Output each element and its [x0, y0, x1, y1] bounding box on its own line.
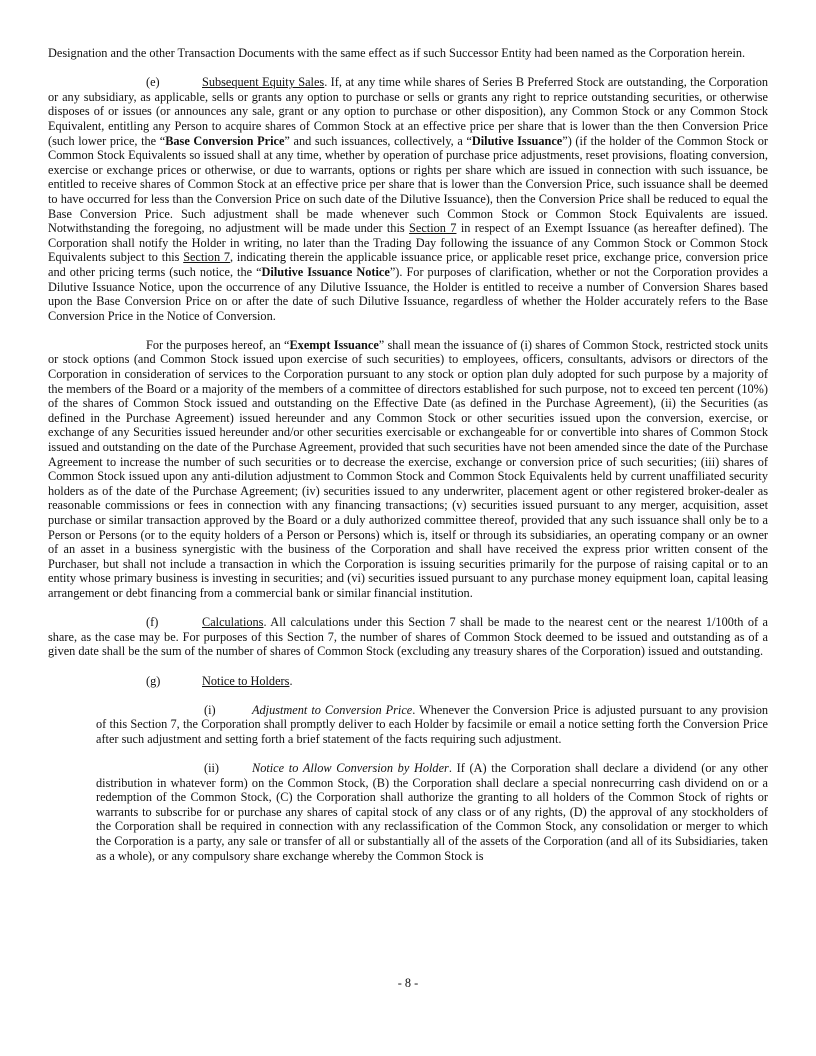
paragraph-exempt-issuance: For the purposes hereof, an “Exempt Issuance” shall mean the issuance of (i) shares of Common Stock, restricted stock units or stock options (and Common Stock issued upon exercise of such securities) to employees, officers, consultants, advisors or directors of the Corporation in consideration of services to the Corporation pursuant to any stock or option plan duly adopted for such purpose by a majority of the members of the Board or a majority of the members of a committee of directors established for such purpose, not to exceed ten percent (10%) of the shares of Common Stock issued and outstanding on the Effective Date (as defined in the Purchase Agreement), (ii) the Securities (as defined in the Purchase Agreement) issued hereunder and any Common Stock or other securities issued upon the conversion, exercise, or exchange of any Securities issued hereunder and/or other securities exercisable or exchangeable for or convertible into shares of Common Stock issued and outstanding on the date of the Purchase Agreement, provided that such securities have not been amended since the date of the Purchase Agreement to increase the number of such securities or to decrease the exercise, exchange or conversion price of such securities; (iii) shares of Common Stock issued upon any anti-dilution adjustment to Common Stock and Common Stock Equivalents held by current unaffiliated security holders as of the date of the Purchase Agreement; (iv) securities issued to any underwriter, placement agent or other registered broker-dealer as reasonable commissions or fees in connection with any financing transactions; (v) securities issued pursuant to any merger, acquisition, asset purchase or similar transaction approved by the Board or a duly authorized committee thereof, provided that any such issuance shall only be to a Person or Persons (or to the equity holders of a Person or Persons) which is, itself or through its subsidiaries, an operating company or an owner of an asset in a business synergistic with the business of the Corporation and shall have received the express prior written consent of the Purchaser, but shall not include a transaction in which the Corporation is issuing securities primarily for the purpose of raising capital or to an entity whose primary business is investing in securities; and (vi) securities issued pursuant to any purchase money equipment loan, capital leasing arrangement or debt financing from a commercial bank or similar financial institution. — [48, 337, 768, 600]
section-label-e: (e) — [146, 75, 160, 90]
section-title-notice-to-allow-conversion: Notice to Allow Conversion by Holder — [252, 761, 449, 776]
section-reference: Section 7 — [409, 221, 457, 236]
paragraph-g-notice-to-holders: (g) Notice to Holders. — [146, 673, 293, 688]
section-title-subsequent-equity-sales: Subsequent Equity Sales — [202, 75, 325, 90]
section-title-notice-to-holders: Notice to Holders — [202, 673, 290, 688]
section-reference: Section 7 — [183, 250, 231, 265]
section-label-g-i: (i) — [204, 702, 216, 717]
defined-term-dilutive-issuance-notice: Dilutive Issuance Notice — [261, 264, 390, 279]
section-label-f: (f) — [146, 615, 159, 630]
paragraph-g-i-adjustment: (i) Adjustment to Conversion Price. Whenever the Conversion Price is adjusted pursuant to any provision of this Section 7, the Corporation shall promptly deliver to each Holder by facsimile or email a notice setting forth the Conversion Price after such adjustment and setting forth a brief statement of the facts requiring such adjustment. — [96, 702, 768, 746]
paragraph-g-ii-notice-to-allow-conversion: (ii) Notice to Allow Conversion by Holder. If (A) the Corporation shall declare a dividend (or any other distribution in whatever form) on the Common Stock, (B) the Corporation shall declare a special nonrecurring cash dividend on or a redemption of the Common Stock, (C) the Corporation shall authorize the granting to all holders of the Common Stock of rights or warrants to subscribe for or purchase any shares of capital stock of any class or of any rights, (D) the approval of any stockholders of the Corporation shall be required in connection with any reclassification of the Common Stock, any consolidation or merger to which the Corporation is a party, any sale or transfer of all or substantially all of the assets of the Corporation (and all of its Subsidiaries, taken as a whole), or any compulsory share exchange whereby the Common Stock is — [96, 761, 769, 863]
section-title-calculations: Calculations — [202, 615, 264, 630]
section-title-adjustment-to-conversion-price: Adjustment to Conversion Price — [252, 702, 413, 717]
paragraph-f-calculations: (f) Calculations. All calculations under this Section 7 shall be made to the nearest cent or the nearest 1/100th of a share, as the case may be. For purposes of this Section 7, the number of shares of Common Stock deemed to be issued and outstanding as of a given date shall be the sum of the number of shares of Common Stock (excluding any treasury shares of the Corporation) issued and outstanding. — [48, 615, 768, 659]
page-number: - 8 - — [397, 976, 419, 990]
section-label-g: (g) — [146, 673, 161, 688]
document-page — [48, 46, 768, 878]
paragraph-e-subsequent-equity-sales: (e) Subsequent Equity Sales. If, at any time while shares of Series B Preferred Stock are outstanding, the Corporation or any subsidiary, as applicable, sells or grants any option to purchase or sells or grants any right to reprice outstanding securities, or otherwise disposes of or issues (or announces any sale, grant or any option to purchase or other disposition), any Common Stock or any Common Stock Equivalent, entitling any Person to acquire shares of Common Stock at an effective price per share that is lower than the then Conversion Price (such lower price, the “Base Conversion Price” and such issuances, collectively, a “Dilutive Issuance”) (if the holder of the Common Stock or Common Stock Equivalents so issued shall at any time, whether by operation of purchase price adjustments, reset provisions, floating conversion, exercise or exchange prices or otherwise, or due to warrants, options or rights per share which are issued in connection with such issuance, be entitled to receive shares of Common Stock at an effective price per share that is lower than the Conversion Price, such issuance shall be deemed to have occurred for less than the Conversion Price on such date of the Dilutive Issuance), then the Conversion Price shall be reduced to equal the Base Conversion Price. Such adjustment shall be made whenever such Common Stock or Common Stock Equivalents are issued. Notwithstanding the foregoing, no adjustment will be made under this Section 7 in respect of an Exempt Issuance (as hereafter defined). The Corporation shall notify the Holder in writing, no later than the Trading Day following the issuance of any Common Stock or Common Stock Equivalents subject to this Section 7, indicating therein the applicable issuance price, or applicable reset price, exchange price, conversion price and other pricing terms (such notice, the “Dilutive Issuance Notice”). For purposes of clarification, whether or not the Corporation provides a Dilutive Issuance Notice, upon the occurrence of any Dilutive Issuance, the Holder is entitled to receive a number of Conversion Shares based upon the Base Conversion Price on or after the date of such Dilutive Issuance, regardless of whether the Holder accurately refers to the Base Conversion Price in the Notice of Conversion. — [48, 75, 769, 323]
defined-term-dilutive-issuance: Dilutive Issuance — [471, 133, 563, 148]
defined-term-base-conversion-price: Base Conversion Price — [165, 133, 285, 148]
section-label-g-ii: (ii) — [204, 761, 220, 776]
paragraph-continuation: Designation and the other Transaction Documents with the same effect as if such Successor Entity had been named as the Corporation herein. — [48, 46, 746, 60]
defined-term-exempt-issuance: Exempt Issuance — [289, 337, 379, 352]
